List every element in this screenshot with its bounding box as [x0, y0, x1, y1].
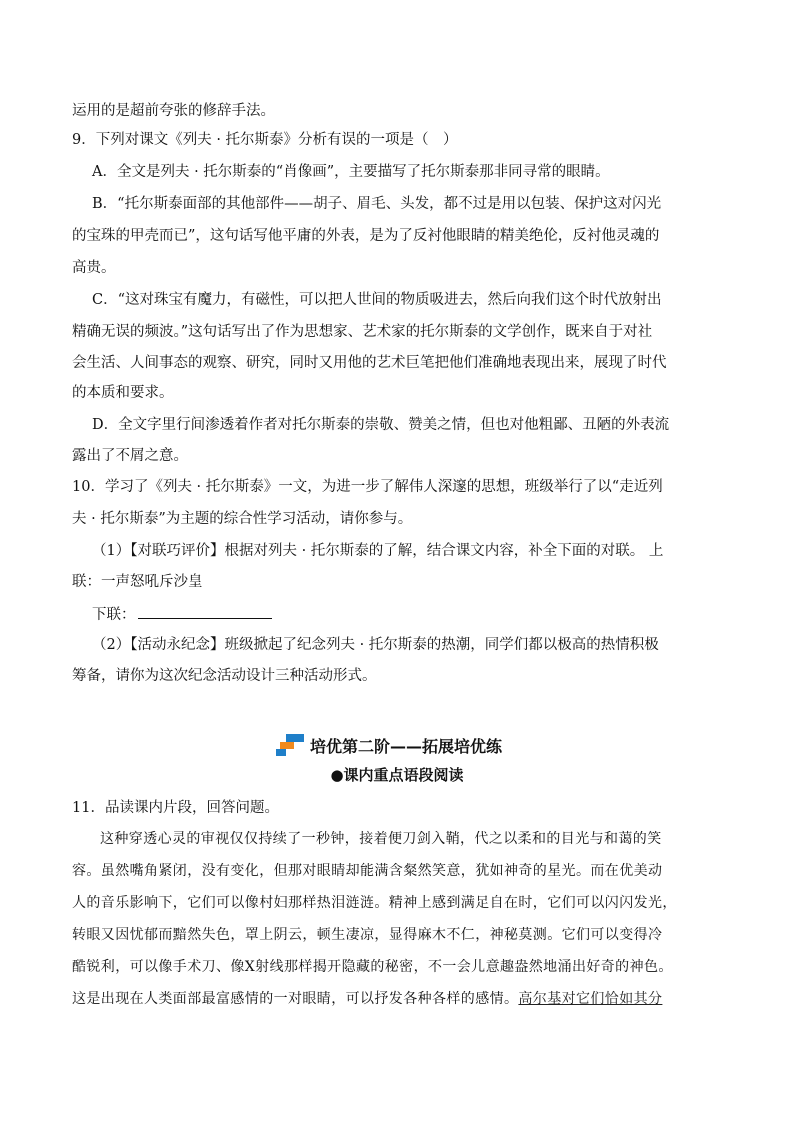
q11-stem: 11．品读课内片段，回答问题。: [72, 800, 279, 816]
q10-stem-line1: 10．学习了《列夫 · 托尔斯泰》一文，为进一步了解伟人深邃的思想，班级举行了以“走近列: [72, 479, 663, 495]
section-banner: [276, 732, 502, 758]
q11-passage-line6: [72, 989, 724, 1010]
q8-tail-line: 运用的是超前夸张的修辞手法。: [72, 103, 275, 119]
q9-option-b-line3: 高贵。: [72, 260, 116, 276]
q9-stem: 9．下列对课文《列夫 · 托尔斯泰》分析有误的一项是（ ）: [72, 132, 458, 148]
section-subtitle: ●课内重点语段阅读: [330, 766, 464, 784]
q9-option-c-line1: C．“这对珠宝有魔力，有磁性，可以把人世间的物质吸进去，然后向我们这个时代放射出: [92, 292, 662, 308]
q10-part1-line1: （1）【对联巧评价】根据对列夫 · 托尔斯泰的了解，结合课文内容，补全下面的对联。 上: [92, 543, 664, 559]
q10-part1-answer-line: [92, 602, 742, 626]
stairs-icon: [276, 732, 306, 758]
q11-underlined-sentence: 高尔基对它们恰如其分: [518, 991, 663, 1007]
q9-option-b-line2: 的宝珠的甲壳而已”，这句话写他平庸的外表，是为了反衬他眼睛的精美绝伦，反衬他灵魂的: [72, 228, 660, 244]
q9-option-c-line3: 会生活、人间事态的观察、研究，同时又用他的艺术巨笔把他们准确地表现出来，展现了时代: [72, 355, 667, 371]
q10-stem-line2: 夫 · 托尔斯泰”为主题的综合性学习活动，请你参与。: [72, 511, 413, 527]
q11-passage-line2: 容。虽然嘴角紧闭，没有变化，但那对眼睛却能满含粲然笑意，犹如神奇的星光。而在优美动: [72, 863, 663, 879]
q11-passage-line6-text: 这是出现在人类面部最富感情的一对眼睛，可以抒发各种各样的感情。: [72, 991, 519, 1007]
q9-option-a: A．全文是列夫 · 托尔斯泰的“肖像画”，主要描写了托尔斯泰那非同寻常的眼睛。: [92, 164, 610, 180]
q9-option-c-line4: 的本质和要求。: [72, 385, 174, 401]
q10-part2-line1: （2）【活动永纪念】班级掀起了纪念列夫 · 托尔斯泰的热潮，同学们都以极高的热情积极: [92, 637, 659, 653]
q11-passage-line4: 转眼又因忧郁而黯然失色，罩上阴云，顿生凄凉，显得麻木不仁，神秘莫测。它们可以变得冷: [72, 927, 663, 943]
q9-option-d-line1: D．全文字里行间渗透着作者对托尔斯泰的崇敬、赞美之情，但也对他粗鄙、丑陋的外表流: [92, 417, 670, 433]
section-title: 培优第二阶——拓展培优练: [310, 736, 503, 756]
q10-part2-line2: 筹备，请你为这次纪念活动设计三种活动形式。: [72, 668, 377, 684]
q9-option-c-line2: 精确无误的频波。”这句话写出了作为思想家、艺术家的托尔斯泰的文学创作，既来自于对社: [72, 324, 653, 340]
q11-passage-line1: 这种穿透心灵的审视仅仅持续了一秒钟，接着便刀剑入鞘，代之以柔和的目光与和蔼的笑: [100, 831, 662, 847]
q9-option-b-line1: B．“托尔斯泰面部的其他部件——胡子、眉毛、头发，都不过是用以包装、保护这对闪光: [92, 196, 662, 212]
answer-blank[interactable]: [138, 602, 272, 619]
q9-option-d-line2: 露出了不屑之意。: [72, 448, 188, 464]
q11-passage-line3: 人的音乐影响下，它们可以像村妇那样热泪涟涟。精神上感到满足自在时，它们可以闪闪发光，: [72, 895, 677, 911]
q10-part1-line2: 联：一声怒吼斥沙皇: [72, 574, 203, 590]
q11-passage-line5: 酷锐利，可以像手术刀、像X射线那样揭开隐藏的秘密，不一会儿意趣盎然地涌出好奇的神色。: [72, 959, 673, 975]
q10-lower-couplet-label: 下联：: [92, 607, 136, 623]
